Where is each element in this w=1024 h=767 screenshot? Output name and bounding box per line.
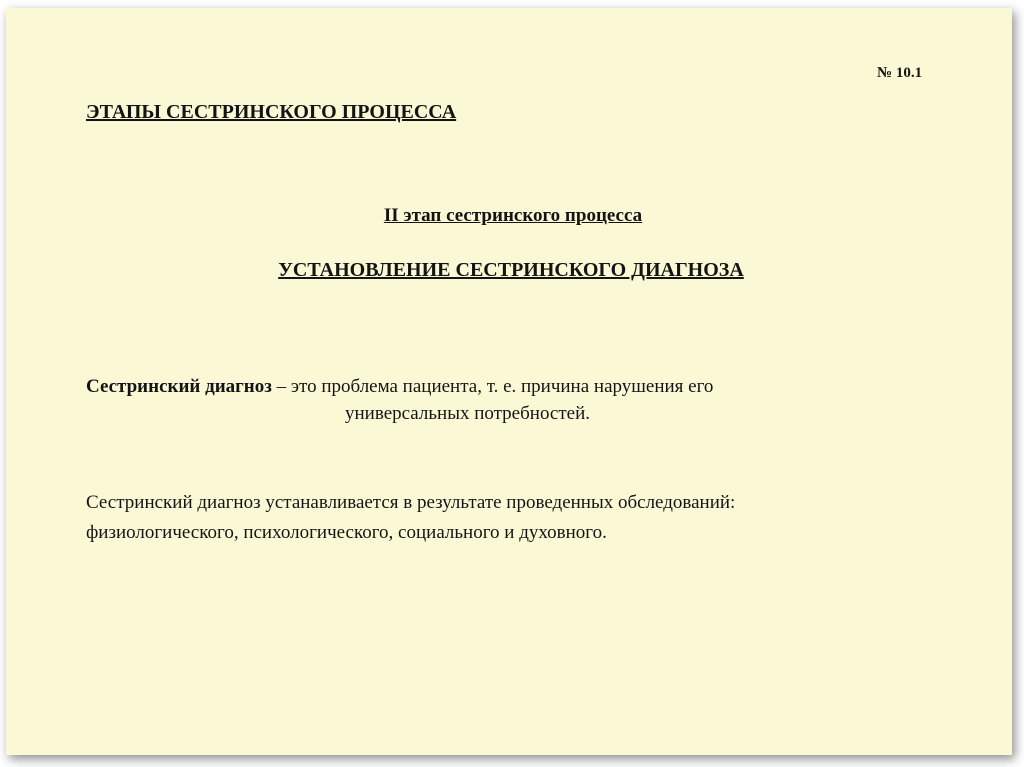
paragraph-line1: Сестринский диагноз устанавливается в результате проведенных обследований: xyxy=(86,492,736,513)
stage-heading: II этап сестринского процесса xyxy=(383,205,643,226)
definition-text-line2: универсальных потребностей. xyxy=(345,403,591,424)
description-paragraph xyxy=(86,488,735,548)
definition-term: Сестринский диагноз xyxy=(86,376,272,397)
slide xyxy=(6,8,1012,755)
definition-text-line1: – это проблема пациента, т. е. причина нарушения его xyxy=(271,376,714,397)
definition-block xyxy=(86,373,713,427)
paragraph-line2: физиологического, психологического, социального и духовного. xyxy=(86,522,607,543)
document-title: ЭТАПЫ СЕСТРИНСКОГО ПРОЦЕССА xyxy=(86,101,457,123)
document-number: № 10.1 xyxy=(877,65,923,81)
stage-subtitle: УСТАНОВЛЕНИЕ СЕСТРИНСКОГО ДИАГНОЗА xyxy=(278,259,744,281)
